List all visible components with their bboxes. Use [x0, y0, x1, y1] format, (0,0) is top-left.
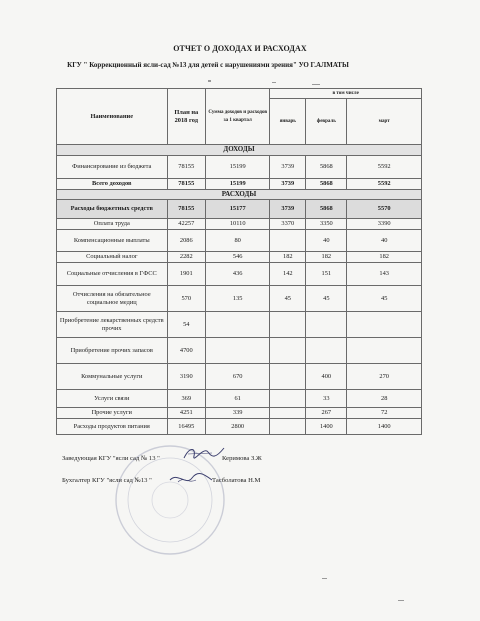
table-row	[57, 252, 422, 263]
row-feb: 267	[306, 408, 347, 419]
row-mar	[347, 338, 422, 364]
row-name: Социальный налог	[57, 252, 168, 263]
row-feb	[306, 312, 347, 338]
row-name: Коммунальные услуги	[57, 364, 168, 390]
row-feb: 182	[306, 252, 347, 263]
row-plan: 4251	[167, 408, 206, 419]
table-row	[57, 263, 422, 286]
row-plan: 2086	[167, 230, 206, 252]
row-sum: 10110	[206, 219, 270, 230]
row-jan: 3739	[270, 200, 306, 219]
accountant-name: Тасболатова Н.М	[212, 477, 261, 484]
row-plan: 4700	[167, 338, 206, 364]
row-plan: 1901	[167, 263, 206, 286]
scan-smudge	[322, 578, 327, 579]
accountant-signature-line	[62, 477, 152, 484]
row-feb: 33	[306, 390, 347, 408]
row-sum: 2800	[206, 419, 270, 435]
row-mar: 5570	[347, 200, 422, 219]
row-sum: 15199	[206, 156, 270, 179]
table-row	[57, 219, 422, 230]
row-mar: 45	[347, 286, 422, 312]
row-jan: 142	[270, 263, 306, 286]
accountant-signature	[168, 470, 214, 488]
row-sum: 546	[206, 252, 270, 263]
row-feb: 5868	[306, 179, 347, 190]
report-subtitle: КГУ " Коррекционный ясли-сад №13 для детей с нарушениями зрения" УО Г.АЛМАТЫ	[67, 61, 349, 69]
director-name: Керимова З.Ж	[222, 455, 262, 462]
row-feb: 400	[306, 364, 347, 390]
row-jan	[270, 312, 306, 338]
row-feb: 45	[306, 286, 347, 312]
row-jan	[270, 230, 306, 252]
report-title: ОТЧЕТ О ДОХОДАХ И РАСХОДАХ	[173, 44, 307, 53]
row-jan	[270, 338, 306, 364]
row-mar: 72	[347, 408, 422, 419]
row-sum: 135	[206, 286, 270, 312]
row-name: Компенсационные выплаты	[57, 230, 168, 252]
row-jan: 3739	[270, 179, 306, 190]
row-plan: 2282	[167, 252, 206, 263]
scan-smudge	[272, 82, 276, 83]
table-row	[57, 312, 422, 338]
row-name: Приобретение прочих запасов	[57, 338, 168, 364]
header-plan: План на 2018 год	[167, 89, 206, 145]
section-expenses: РАСХОДЫ	[57, 190, 422, 200]
header-name: Наименование	[57, 89, 168, 145]
table-row	[57, 179, 422, 190]
table-row	[57, 419, 422, 435]
table-row	[57, 338, 422, 364]
table-row	[57, 390, 422, 408]
director-label: Заведующая КГУ "ясли сад № 13 "	[62, 455, 160, 462]
row-plan: 3190	[167, 364, 206, 390]
row-feb	[306, 338, 347, 364]
row-sum: 15177	[206, 200, 270, 219]
row-name: Социальные отчисления в ГФСС	[57, 263, 168, 286]
row-jan	[270, 408, 306, 419]
table-row	[57, 230, 422, 252]
header-month-mar: март	[347, 99, 422, 145]
table-row	[57, 156, 422, 179]
row-feb: 3350	[306, 219, 347, 230]
row-plan: 78155	[167, 200, 206, 219]
row-plan: 570	[167, 286, 206, 312]
row-feb: 5868	[306, 200, 347, 219]
row-jan: 182	[270, 252, 306, 263]
row-name: Финансирование из бюджета	[57, 156, 168, 179]
row-sum: 670	[206, 364, 270, 390]
row-feb: 40	[306, 230, 347, 252]
row-jan: 45	[270, 286, 306, 312]
table-row	[57, 286, 422, 312]
row-feb: 5868	[306, 156, 347, 179]
row-sum: 15199	[206, 179, 270, 190]
row-mar: 3390	[347, 219, 422, 230]
row-jan	[270, 419, 306, 435]
row-mar: 28	[347, 390, 422, 408]
row-sum	[206, 338, 270, 364]
row-jan	[270, 364, 306, 390]
row-name: Услуги связи	[57, 390, 168, 408]
row-name: Оплата труда	[57, 219, 168, 230]
director-signature	[182, 444, 226, 462]
row-name: Всего доходов	[57, 179, 168, 190]
row-plan: 78155	[167, 156, 206, 179]
header-sum: Сумма доходов и расходов за 1 квартал	[206, 89, 270, 145]
table-row	[57, 364, 422, 390]
scan-smudge	[312, 84, 320, 85]
table-row	[57, 200, 422, 219]
row-sum: 61	[206, 390, 270, 408]
row-jan: 3739	[270, 156, 306, 179]
row-plan: 42257	[167, 219, 206, 230]
row-name: Расходы бюджетных средств	[57, 200, 168, 219]
row-sum	[206, 312, 270, 338]
row-mar: 1400	[347, 419, 422, 435]
row-mar: 143	[347, 263, 422, 286]
scan-smudge	[208, 80, 211, 82]
row-sum: 339	[206, 408, 270, 419]
row-sum: 80	[206, 230, 270, 252]
row-name: Расходы продуктов питания	[57, 419, 168, 435]
header-month-feb: февраль	[306, 99, 347, 145]
row-name: Приобретение лекарственных средств прочих	[57, 312, 168, 338]
row-mar: 40	[347, 230, 422, 252]
header-including: в том числе	[270, 89, 422, 99]
section-income: ДОХОДЫ	[57, 145, 422, 156]
row-jan: 3370	[270, 219, 306, 230]
row-name: Прочие услуги	[57, 408, 168, 419]
director-signature-line	[62, 455, 160, 462]
scan-smudge	[398, 600, 404, 601]
row-feb: 151	[306, 263, 347, 286]
row-mar: 270	[347, 364, 422, 390]
row-mar: 5592	[347, 179, 422, 190]
row-plan: 369	[167, 390, 206, 408]
row-mar	[347, 312, 422, 338]
row-plan: 78155	[167, 179, 206, 190]
header-month-jan: январь	[270, 99, 306, 145]
table-row	[57, 408, 422, 419]
row-plan: 16495	[167, 419, 206, 435]
row-feb: 1400	[306, 419, 347, 435]
row-jan	[270, 390, 306, 408]
row-sum: 436	[206, 263, 270, 286]
row-plan: 54	[167, 312, 206, 338]
row-mar: 5592	[347, 156, 422, 179]
income-expense-table	[56, 88, 422, 435]
row-name: Отчисления на обязательное социальное медиц	[57, 286, 168, 312]
accountant-label: Бухгалтер КГУ "ясли сад №13 "	[62, 477, 152, 484]
row-mar: 182	[347, 252, 422, 263]
